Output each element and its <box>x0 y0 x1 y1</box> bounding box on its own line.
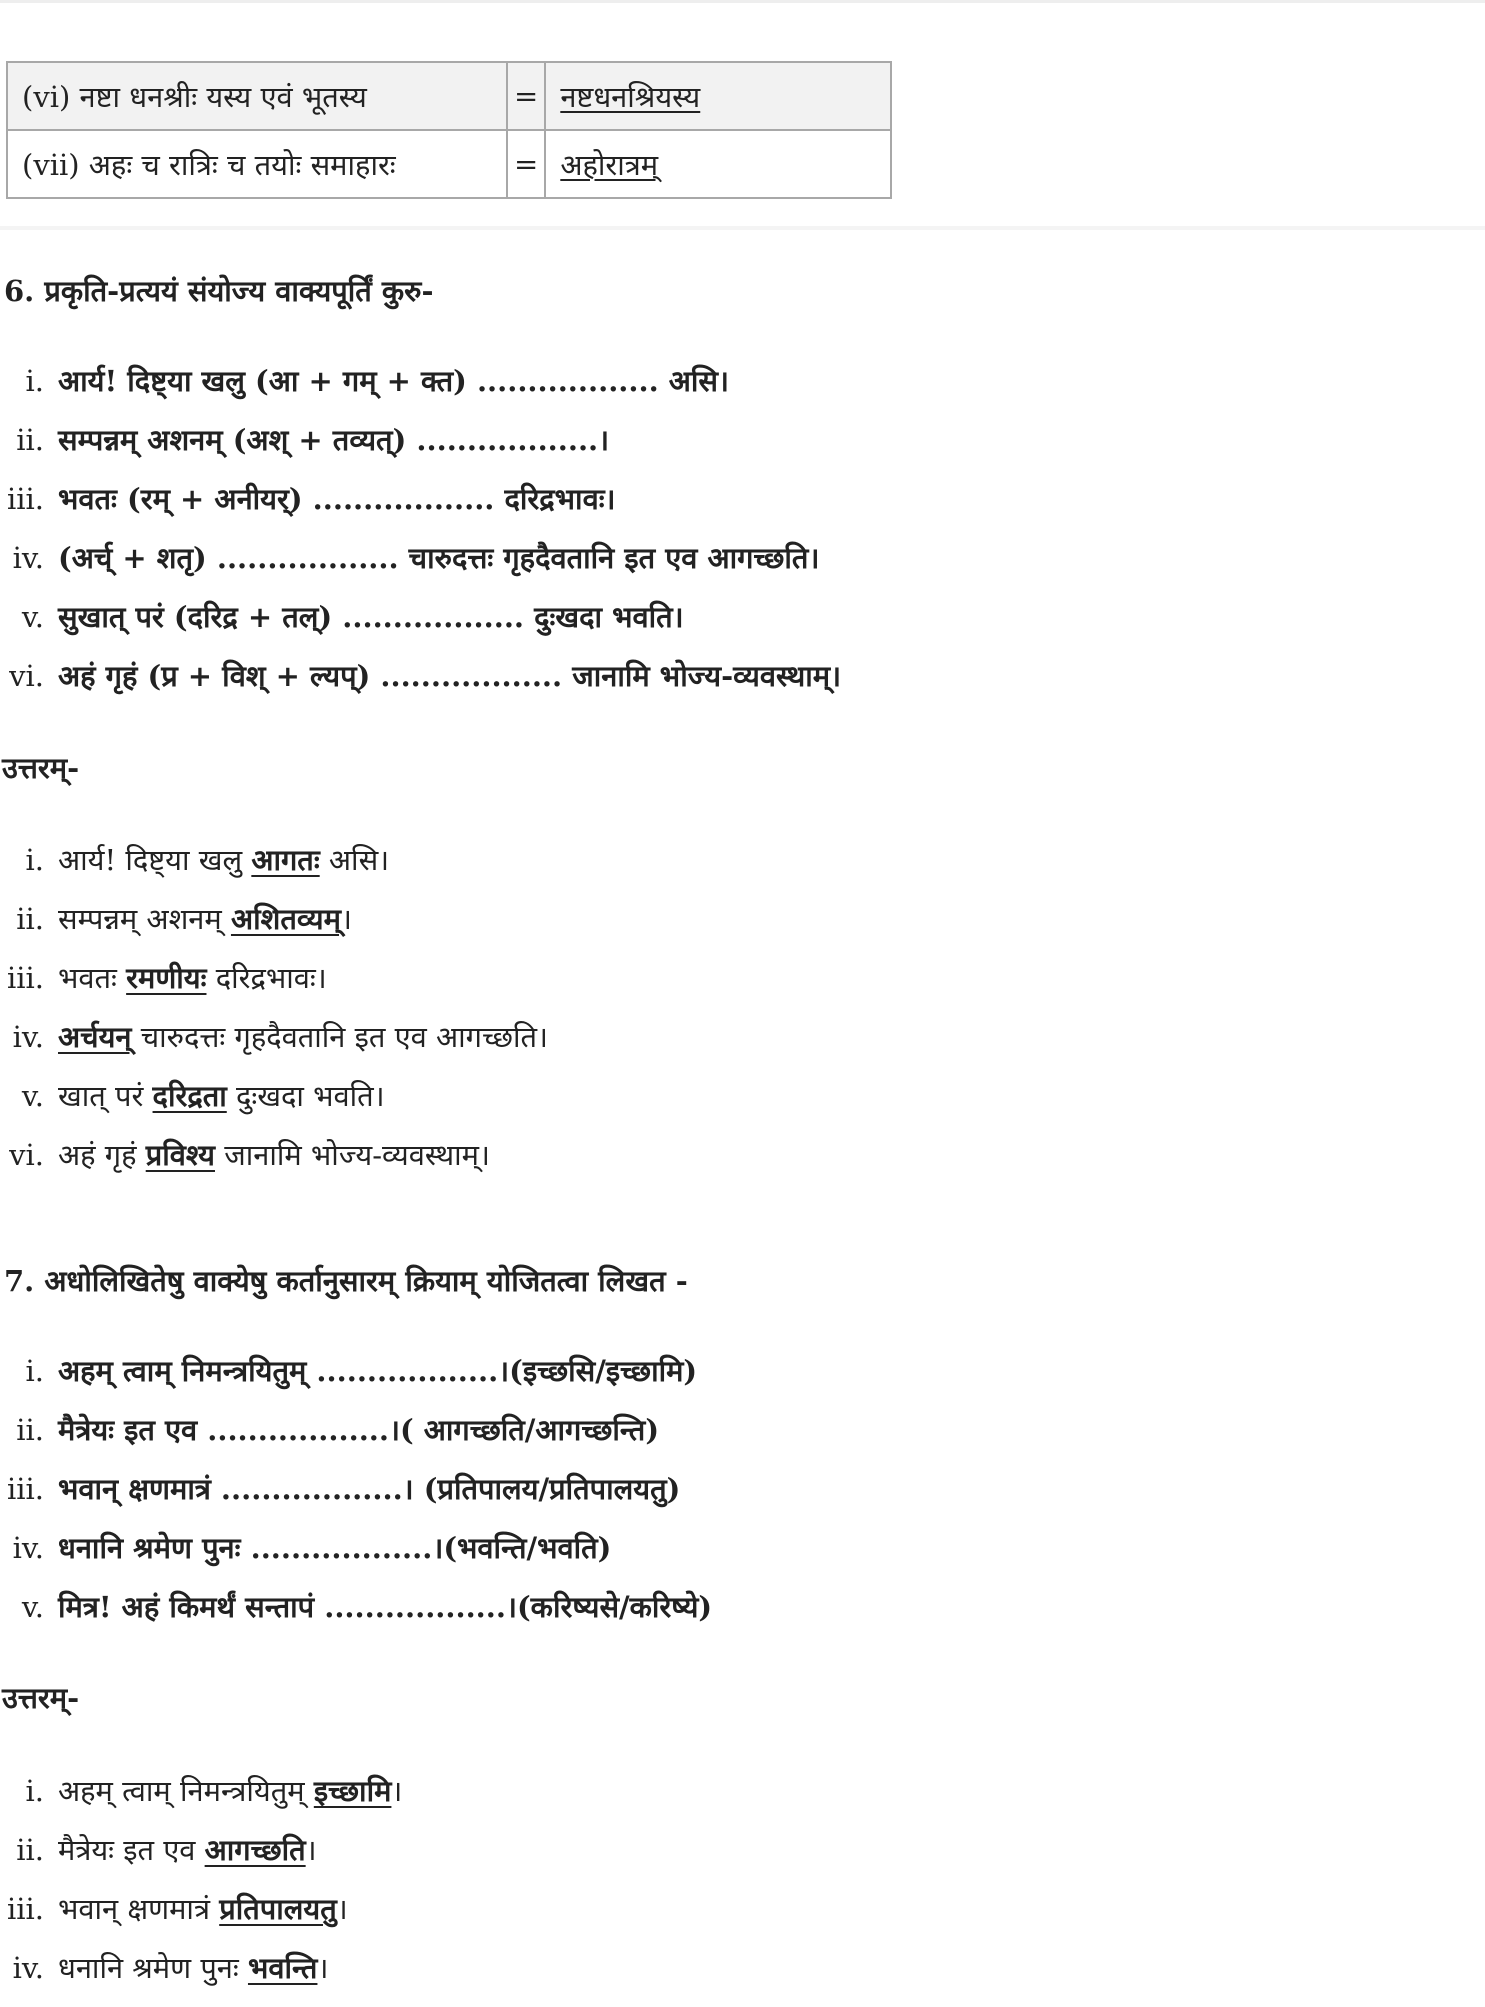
answer-word: रमणीयः <box>126 961 207 995</box>
answer-before: भवतः <box>58 961 127 995</box>
item-number: iii. <box>6 1892 44 1926</box>
item-number: i. <box>25 1774 44 1808</box>
answer-after: । <box>391 1774 403 1808</box>
item-text: सुखात् परं (दरिद्र + तल्) .................. दुःखदा भवति। <box>58 600 684 634</box>
answer-label <box>0 1678 1485 1718</box>
answer-before: आर्य! दिष्ट्या खलु <box>58 843 252 877</box>
question-7 <box>0 1261 1485 1646</box>
answer-item <box>0 1830 1485 1889</box>
item-text: (अर्च् + शतृ) .................. चारुदत्तः गृहदैवतानि इत एव आगच्छति। <box>58 541 820 575</box>
item-number: vi. <box>9 1138 44 1172</box>
question-item <box>0 1410 1485 1469</box>
answer-after: दरिद्रभावः। <box>206 961 327 995</box>
answer-after: दुःखदा भवति। <box>226 1079 385 1113</box>
answer-text <box>58 1830 317 1870</box>
answer-after: । <box>305 1833 317 1867</box>
answer-heading: उत्तरम्- <box>2 1681 80 1715</box>
question-item <box>0 656 1485 715</box>
answer-before: अहं गृहं <box>58 1138 146 1172</box>
answer-item <box>0 1889 1485 1948</box>
question-item <box>0 597 1485 656</box>
question-item <box>0 1528 1485 1587</box>
item-number: iii. <box>6 482 44 516</box>
answer-word: प्रविश्य <box>145 1138 215 1172</box>
item-text: भवतः (रम् + अनीयर्) .................. दरिद्रभावः। <box>58 482 616 516</box>
answer-text <box>58 958 327 998</box>
answer-word: भवन्ति <box>247 1951 318 1985</box>
answer-text <box>58 1135 490 1175</box>
answer-item <box>0 1017 1485 1076</box>
question-item <box>0 1351 1485 1410</box>
item-text: धनानि श्रमेण पुनः ..................।(भवन्ति/भवति) <box>58 1531 612 1565</box>
answer-text <box>58 840 389 880</box>
table-row <box>7 130 891 198</box>
question-item <box>0 420 1485 479</box>
samasa-answer: अहोरात्रम् <box>560 147 659 182</box>
answer-word: इच्छामि <box>313 1774 392 1808</box>
answer-word: दरिद्रता <box>152 1079 227 1113</box>
item-number: ii. <box>16 423 44 457</box>
item-text: अहम् त्वाम् निमन्त्रयितुम् ..................।(इच्छसि/इच्छामि) <box>58 1354 698 1388</box>
question-heading: 7. अधोलिखितेषु वाक्येषु कर्तानुसारम् क्रियाम् योजितत्वा लिखत - <box>4 1264 688 1298</box>
item-text: भवान् क्षणमात्रं ..................। (प्रतिपालय/प्रतिपालयतु) <box>58 1472 681 1506</box>
answer-word: प्रतिपालयतु <box>219 1892 337 1926</box>
item-number: v. <box>21 1590 44 1624</box>
answer-after: जानामि भोज्य-व्यवस्थाम्। <box>215 1138 490 1172</box>
answer-before: खात् परं <box>58 1079 153 1113</box>
answer-word: अर्चयन् <box>58 1020 132 1054</box>
answer-item <box>0 1135 1485 1194</box>
question-item <box>0 538 1485 597</box>
answer-after: चारुदत्तः गृहदैवतानि इत एव आगच्छति। <box>131 1020 548 1054</box>
section-divider <box>0 226 1485 230</box>
answer-word: आगच्छति <box>204 1833 306 1867</box>
question-item <box>0 479 1485 538</box>
answer-heading: उत्तरम्- <box>2 751 80 785</box>
item-number: iv. <box>12 1531 44 1565</box>
item-number: ii. <box>16 902 44 936</box>
item-text: मैत्रेयः इत एव ..................।( आगच्छति/आगच्छन्ति) <box>58 1413 660 1447</box>
answer-word: आगतः <box>251 843 320 877</box>
table-row <box>7 62 891 130</box>
answer-text <box>58 1076 385 1116</box>
answer-item <box>0 899 1485 958</box>
answer-text <box>58 1889 348 1929</box>
answer-after: । <box>336 1892 348 1926</box>
answer-before: अहम् त्वाम् निमन्त्रयितुम् <box>58 1774 314 1808</box>
answer-after: । <box>317 1951 329 1985</box>
answer-item <box>0 1948 1485 2007</box>
answer-word: अशितव्यम् <box>230 902 341 936</box>
answer-label <box>0 748 1485 788</box>
item-text: मित्र! अहं किमर्थं सन्तापं ..................।(करिष्यसे/करिष्ये) <box>58 1590 713 1624</box>
table-cell-equals: = <box>507 62 545 130</box>
top-divider <box>0 0 1485 3</box>
question-heading: 6. प्रकृति-प्रत्ययं संयोज्य वाक्यपूर्तिं कुरु- <box>4 274 434 308</box>
samasa-answer: नष्टधनश्रियस्य <box>560 79 701 114</box>
answer-item <box>0 1076 1485 1135</box>
answer-before: धनानि श्रमेण पुनः <box>58 1951 248 1985</box>
answer-before: मैत्रेयः इत एव <box>58 1833 205 1867</box>
table-cell-samasa <box>545 62 891 130</box>
item-number: iv. <box>12 541 44 575</box>
item-number: i. <box>25 364 44 398</box>
item-number: v. <box>21 1079 44 1113</box>
item-number: i. <box>25 1354 44 1388</box>
answer-item <box>0 840 1485 899</box>
samasa-table <box>6 61 892 199</box>
question-list <box>0 361 1485 715</box>
answer-before: सम्पन्नम् अशनम् <box>58 902 231 936</box>
item-number: v. <box>21 600 44 634</box>
answer-text <box>58 1948 328 1988</box>
item-text: अहं गृहं (प्र + विश् + ल्यप्) .................. जानामि भोज्य-व्यवस्थाम्। <box>58 659 842 693</box>
answer-before: भवान् क्षणमात्रं <box>58 1892 220 1926</box>
answer-after: । <box>340 902 352 936</box>
answer-text <box>58 899 352 939</box>
table-cell-equals: = <box>507 130 545 198</box>
answer-text <box>58 1017 548 1057</box>
question-6 <box>0 271 1485 715</box>
item-number: iv. <box>12 1020 44 1054</box>
question-list <box>0 1351 1485 1646</box>
answer-text <box>58 1771 402 1811</box>
answer-item <box>0 958 1485 1017</box>
item-number: ii. <box>16 1413 44 1447</box>
item-number: i. <box>25 843 44 877</box>
item-number: vi. <box>9 659 44 693</box>
answer-item <box>0 1771 1485 1830</box>
item-number: iv. <box>12 1951 44 1985</box>
item-number: iii. <box>6 961 44 995</box>
item-number: iii. <box>6 1472 44 1506</box>
question-item <box>0 1469 1485 1528</box>
question-item <box>0 1587 1485 1646</box>
item-text: आर्य! दिष्ट्या खलु (आ + गम् + क्त) .................. असि। <box>58 364 730 398</box>
answer-list <box>0 1771 1485 2007</box>
table-cell-vigraha: (vii) अहः च रात्रिः च तयोः समाहारः <box>7 130 507 198</box>
question-item <box>0 361 1485 420</box>
table-cell-vigraha: (vi) नष्टा धनश्रीः यस्य एवं भूतस्य <box>7 62 507 130</box>
item-number: ii. <box>16 1833 44 1867</box>
item-text: सम्पन्नम् अशनम् (अश् + तव्यत्) ..................। <box>58 423 610 457</box>
answer-list <box>0 840 1485 1194</box>
answer-after: असि। <box>319 843 390 877</box>
table-cell-samasa <box>545 130 891 198</box>
